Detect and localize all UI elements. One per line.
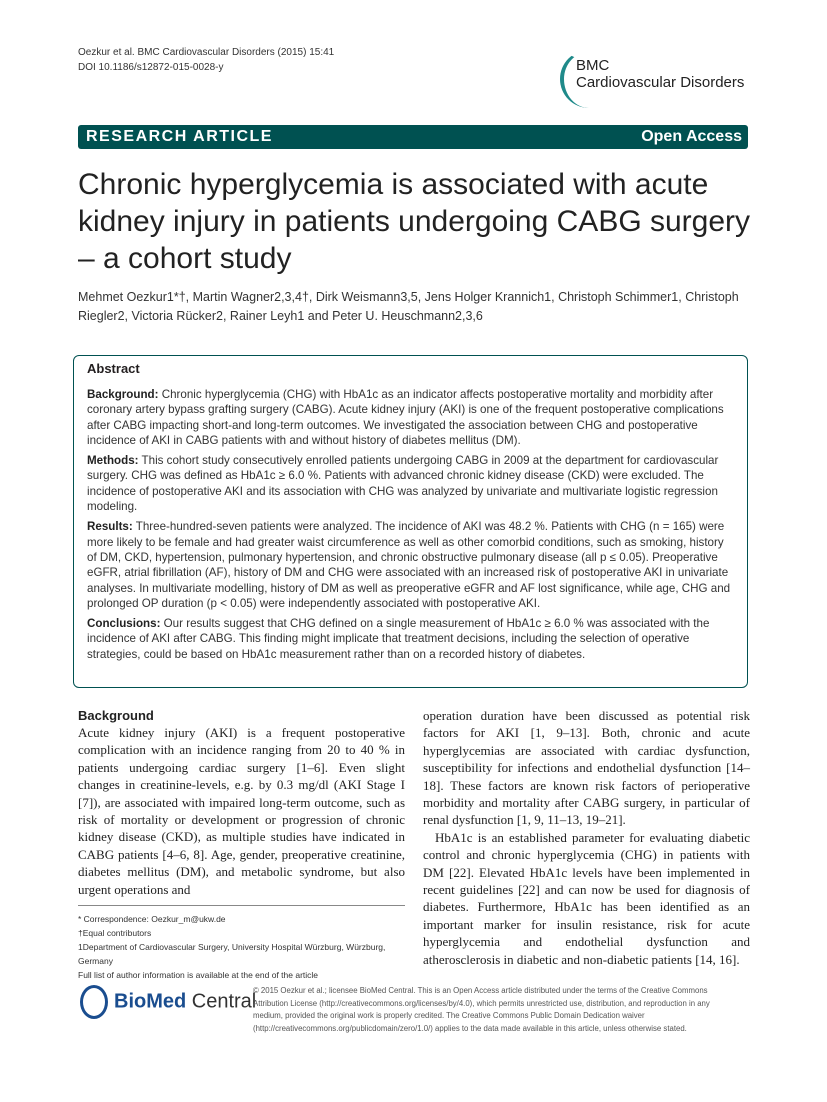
abstract-results xyxy=(87,519,735,611)
journal-logo-line1: BMC xyxy=(576,57,610,74)
logo-light: Central xyxy=(186,990,257,1013)
abstract-methods xyxy=(87,453,735,514)
abstract-box xyxy=(73,355,748,688)
article-type: RESEARCH ARTICLE xyxy=(86,128,273,145)
abstract-conclusions xyxy=(87,616,735,662)
running-header xyxy=(78,45,334,75)
logo-bold: BioMed xyxy=(114,990,187,1013)
section-text: This cohort study consecutively enrolled patients undergoing CABG in 2009 at the department for cardiovascular surgery. CHG was defined as HbA1c ≥ 6.0 %. Patients with advanced chronic kidney disease (CKD) were excluded. The incidence of postoperative AKI and its association with CHG was analyzed by univariate and multivariate logistic regression modeling. xyxy=(87,454,719,514)
article-type-banner xyxy=(78,125,748,149)
footnote-equal: †Equal contributors xyxy=(78,928,152,938)
section-text: Three-hundred-seven patients were analyzed. The incidence of AKI was 48.2 %. Patients with CHG (n = 165) were more likely to be female and had greater waist circumference as well as other comorbid conditions, such as smoking, history of DM, CKD, hypertension, pulmonary hypertension, and chronic obstructive pulmonary disease (all p ≤ 0.05). Preoperative eGFR, atrial fibrillation (AF), history of DM and CHG were associated with an increased risk of postoperative AKI in univariate analyses. In multivariate modelling, history of DM as well as preoperative eGFR and AF lost significance, while age, CHG and prolonged OP duration (p < 0.05) were independently associated with postoperative AKI. xyxy=(87,520,731,610)
footnote-affiliation: 1Department of Cardiovascular Surgery, University Hospital Würzburg, Würzburg, Germany xyxy=(78,942,386,966)
section-label: Methods: xyxy=(87,454,139,468)
citation: Oezkur et al. BMC Cardiovascular Disorders (2015) 15:41 xyxy=(78,47,335,58)
section-label: Background: xyxy=(87,388,159,401)
section-text: Chronic hyperglycemia (CHG) with HbA1c as an indicator affects postoperative mortality and morbidity after coronary artery bypass grafting surgery (CABG). Acute kidney injury (AKI) is one of the frequent postoperative complications after CABG impacting short-and long-term outcomes. We investigated the association between CHG and postoperative incidence of AKI in CABG patients with and without history of diabetes mellitus (DM). xyxy=(87,388,724,447)
left-column xyxy=(78,707,405,898)
journal-logo-line2: Cardiovascular Disorders xyxy=(576,74,745,91)
section-label: Conclusions: xyxy=(87,617,161,631)
section-text: Our results suggest that CHG defined on a single measurement of HbA1c ≥ 6.0 % was associated with the incidence of AKI after CABG. This finding might implicate that treatment decisions, including the selection of operative strategies, could be based on HbA1c measurement rather than on a recorded history of diabetes. xyxy=(87,617,710,661)
body-paragraph: HbA1c is an established parameter for evaluating diabetic control and chronic hyperglycemia (CHG) in patients with DM [22]. Elevated HbA1c levels have been implemented in recent guidelines [22] and can now be used for diagnosis of diabetes. Furthermore, HbA1c has been identified as an important marker for insulin resistance, risk for acute hyperglycemia and endothelial dysfunction and atherosclerosis in diabetic and non-diabetic patients [14, 16]. xyxy=(423,829,750,967)
right-column xyxy=(423,707,750,968)
biomed-ring-icon xyxy=(80,985,108,1019)
doi[interactable]: DOI 10.1186/s12872-015-0028-y xyxy=(78,62,224,73)
abstract-heading: Abstract xyxy=(87,361,140,376)
footnote-more-info: Full list of author information is available at the end of the article xyxy=(78,970,319,980)
license-text: © 2015 Oezkur et al.; licensee BioMed Central. This is an Open Access article distributed under the terms of the Creative Commons Attribution License (http://creativecommons.org/licenses/by/4.0), which permits unrestricted use, distribution, and reproduction in any medium, provided the original work is properly credited. The Creative Commons Public Domain Dedication waiver (http://creativecommons.org/publicdomain/zero/1.0/) applies to the data made available in this article, unless otherwise stated. xyxy=(253,986,710,1033)
journal-logo xyxy=(576,57,744,91)
abstract-background xyxy=(87,387,735,448)
biomed-central-logo xyxy=(80,985,256,1019)
section-heading-background: Background xyxy=(78,708,154,723)
author-list: Mehmet Oezkur1*†, Martin Wagner2,3,4†, Dirk Weismann3,5, Jens Holger Krannich1, Christoph Schimmer1, Christoph Riegler2, Victoria Rücker2, Rainer Leyh1 and Peter U. Heuschmann2,3,6 xyxy=(78,290,739,323)
article-title: Chronic hyperglycemia is associated with acute kidney injury in patients undergoing CABG surgery – a cohort study xyxy=(78,168,751,275)
open-access-label: Open Access xyxy=(641,128,742,145)
section-label: Results: xyxy=(87,520,133,534)
body-paragraph: Acute kidney injury (AKI) is a frequent postoperative complication with an incidence ranging from 20 to 40 % in patients undergoing cardiac surgery [1–6]. Even slight changes in creatinine-levels, e.g. by 0.3 mg/dl (AKI Stage I [7]), are associated with impaired long-term outcome, such as risk of mortality or development or progression of chronic kidney disease (CKD), as multiple studies have indicated in CABG patients [4–6, 8]. Age, gender, preoperative creatinine, diabetes mellitus (DM), and metabolic syndrome, but also urgent operations and xyxy=(78,725,405,897)
footnotes xyxy=(78,905,405,982)
body-paragraph: operation duration have been discussed as potential risk factors for AKI [1, 9–13]. Both, chronic and acute hyperglycemias are associated with cardiac dysfunction, susceptibility for infections and endothelial dysfunction [14–18]. These factors are known risk factors of perioperative morbidity and mortality after CABG surgery, in particular of renal dysfunction [1, 9, 11–13, 19–21]. xyxy=(423,708,750,828)
footnote-correspondence[interactable]: * Correspondence: Oezkur_m@ukw.de xyxy=(78,914,226,924)
